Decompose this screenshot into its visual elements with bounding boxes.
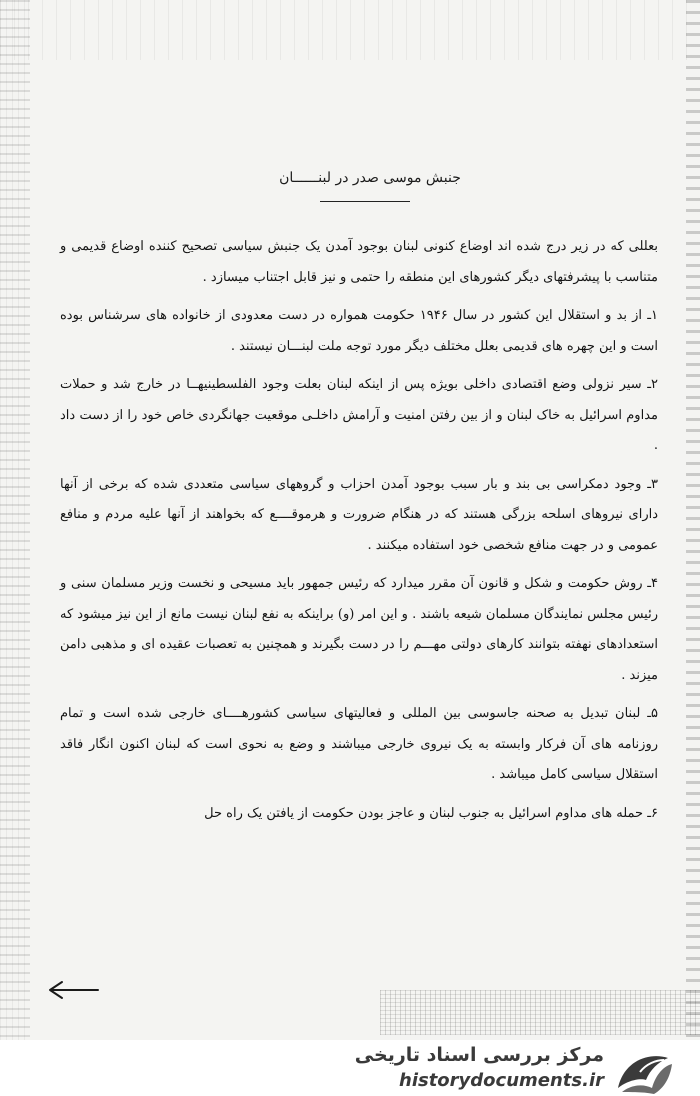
scan-noise-left [0, 0, 30, 1040]
paragraph-4: ۴ـ روش حکومت و شکل و قانون آن مقرر میدارد که رئیس جمهور باید مسیحی و نخست وزیر مسلمان سنی و رئیس مجلس نمایندگان مسلمان شیعه باشند . و این امر (و) براینکه به نفع لبنان نیست مانع از این نیز میشود که استعدادهای نهفته بتوانند کارهای دولتی مهـــم را در دست بگیرند و همچنین به تعصبات عقیده ای و مذهبی دامن میزند . [60, 576, 658, 683]
scan-noise-right [686, 0, 700, 1040]
intro-paragraph: بعللی که در زیر درج شده اند اوضاع کنونی لبنان بوجود آمدن یک جنبش سیاسی تصحیح کننده اوضاع قدیمی و متناسب با پیشرفتهای دیگر کشورهای این منطقه را حتمی و نیز قابل اجتناب میسازد . [60, 239, 658, 285]
watermark-url[interactable]: historydocuments.ir [399, 1070, 604, 1091]
paragraph-6: ۶ـ حمله های مداوم اسرائیل به جنوب لبنان و عاجز بودن حکومت از یافتن یک راه حل [204, 805, 658, 821]
scan-noise-bottom [380, 990, 700, 1035]
watermark-name: مرکز بررسی اسناد تاریخی [354, 1044, 604, 1066]
watermark-text [355, 1040, 604, 1092]
archive-logo-icon [610, 1048, 676, 1096]
paragraph-3: ۳ـ وجود دمکراسی بی بند و بار سبب بوجود آمدن احزاب و گروههای سیاسی متعددی شده که برخی از آنها دارای نیروهای اسلحه بزرگی هستند که در هنگام ضرورت و هرموقــــع که بخواهند از آنها علیه مردم و منافع عمومی و در جهت منافع شخصی خود استفاده میکنند . [60, 476, 658, 553]
paragraph-1: ۱ـ از بد و استقلال این کشور در سال ۱۹۴۶ حکومت همواره در دست معدودی از خانواده های سرشناس بوده است و این چهره های قدیمی بعلل مختلف دیگر مورد توجه ملت لبنـــان نیستند . [60, 308, 658, 354]
continue-arrow-icon [46, 978, 100, 1002]
document-title: جنبش موسی صدر در لبنــــــان [279, 170, 461, 186]
document-body [60, 232, 658, 837]
paragraph-2: ۲ـ سیر نزولی وضع اقتصادی داخلی بویژه پس از اینکه لبنان بعلت وجود الفلسطینیهــا در خارج شد و حملات مداوم اسرائیل به خاک لبنان و از بین رفتن امنیت و آرامش داخلـی موقعیت جهانگردی خاص خود را از دست داد . [60, 377, 658, 453]
paragraph-5: ۵ـ لبنان تبدیل به صحنه جاسوسی بین المللی و فعالیتهای سیاسی کشورهــــای خارجی شده است و تمام روزنامه های آن فرکار وابسته به یک نیروی خارجی میباشند و وضع به نحوی است که لبنان اکنون انگار فاقد استقلال سیاسی کامل میباشد . [60, 706, 658, 782]
title-underline [320, 201, 410, 202]
scan-noise-top [0, 0, 700, 60]
